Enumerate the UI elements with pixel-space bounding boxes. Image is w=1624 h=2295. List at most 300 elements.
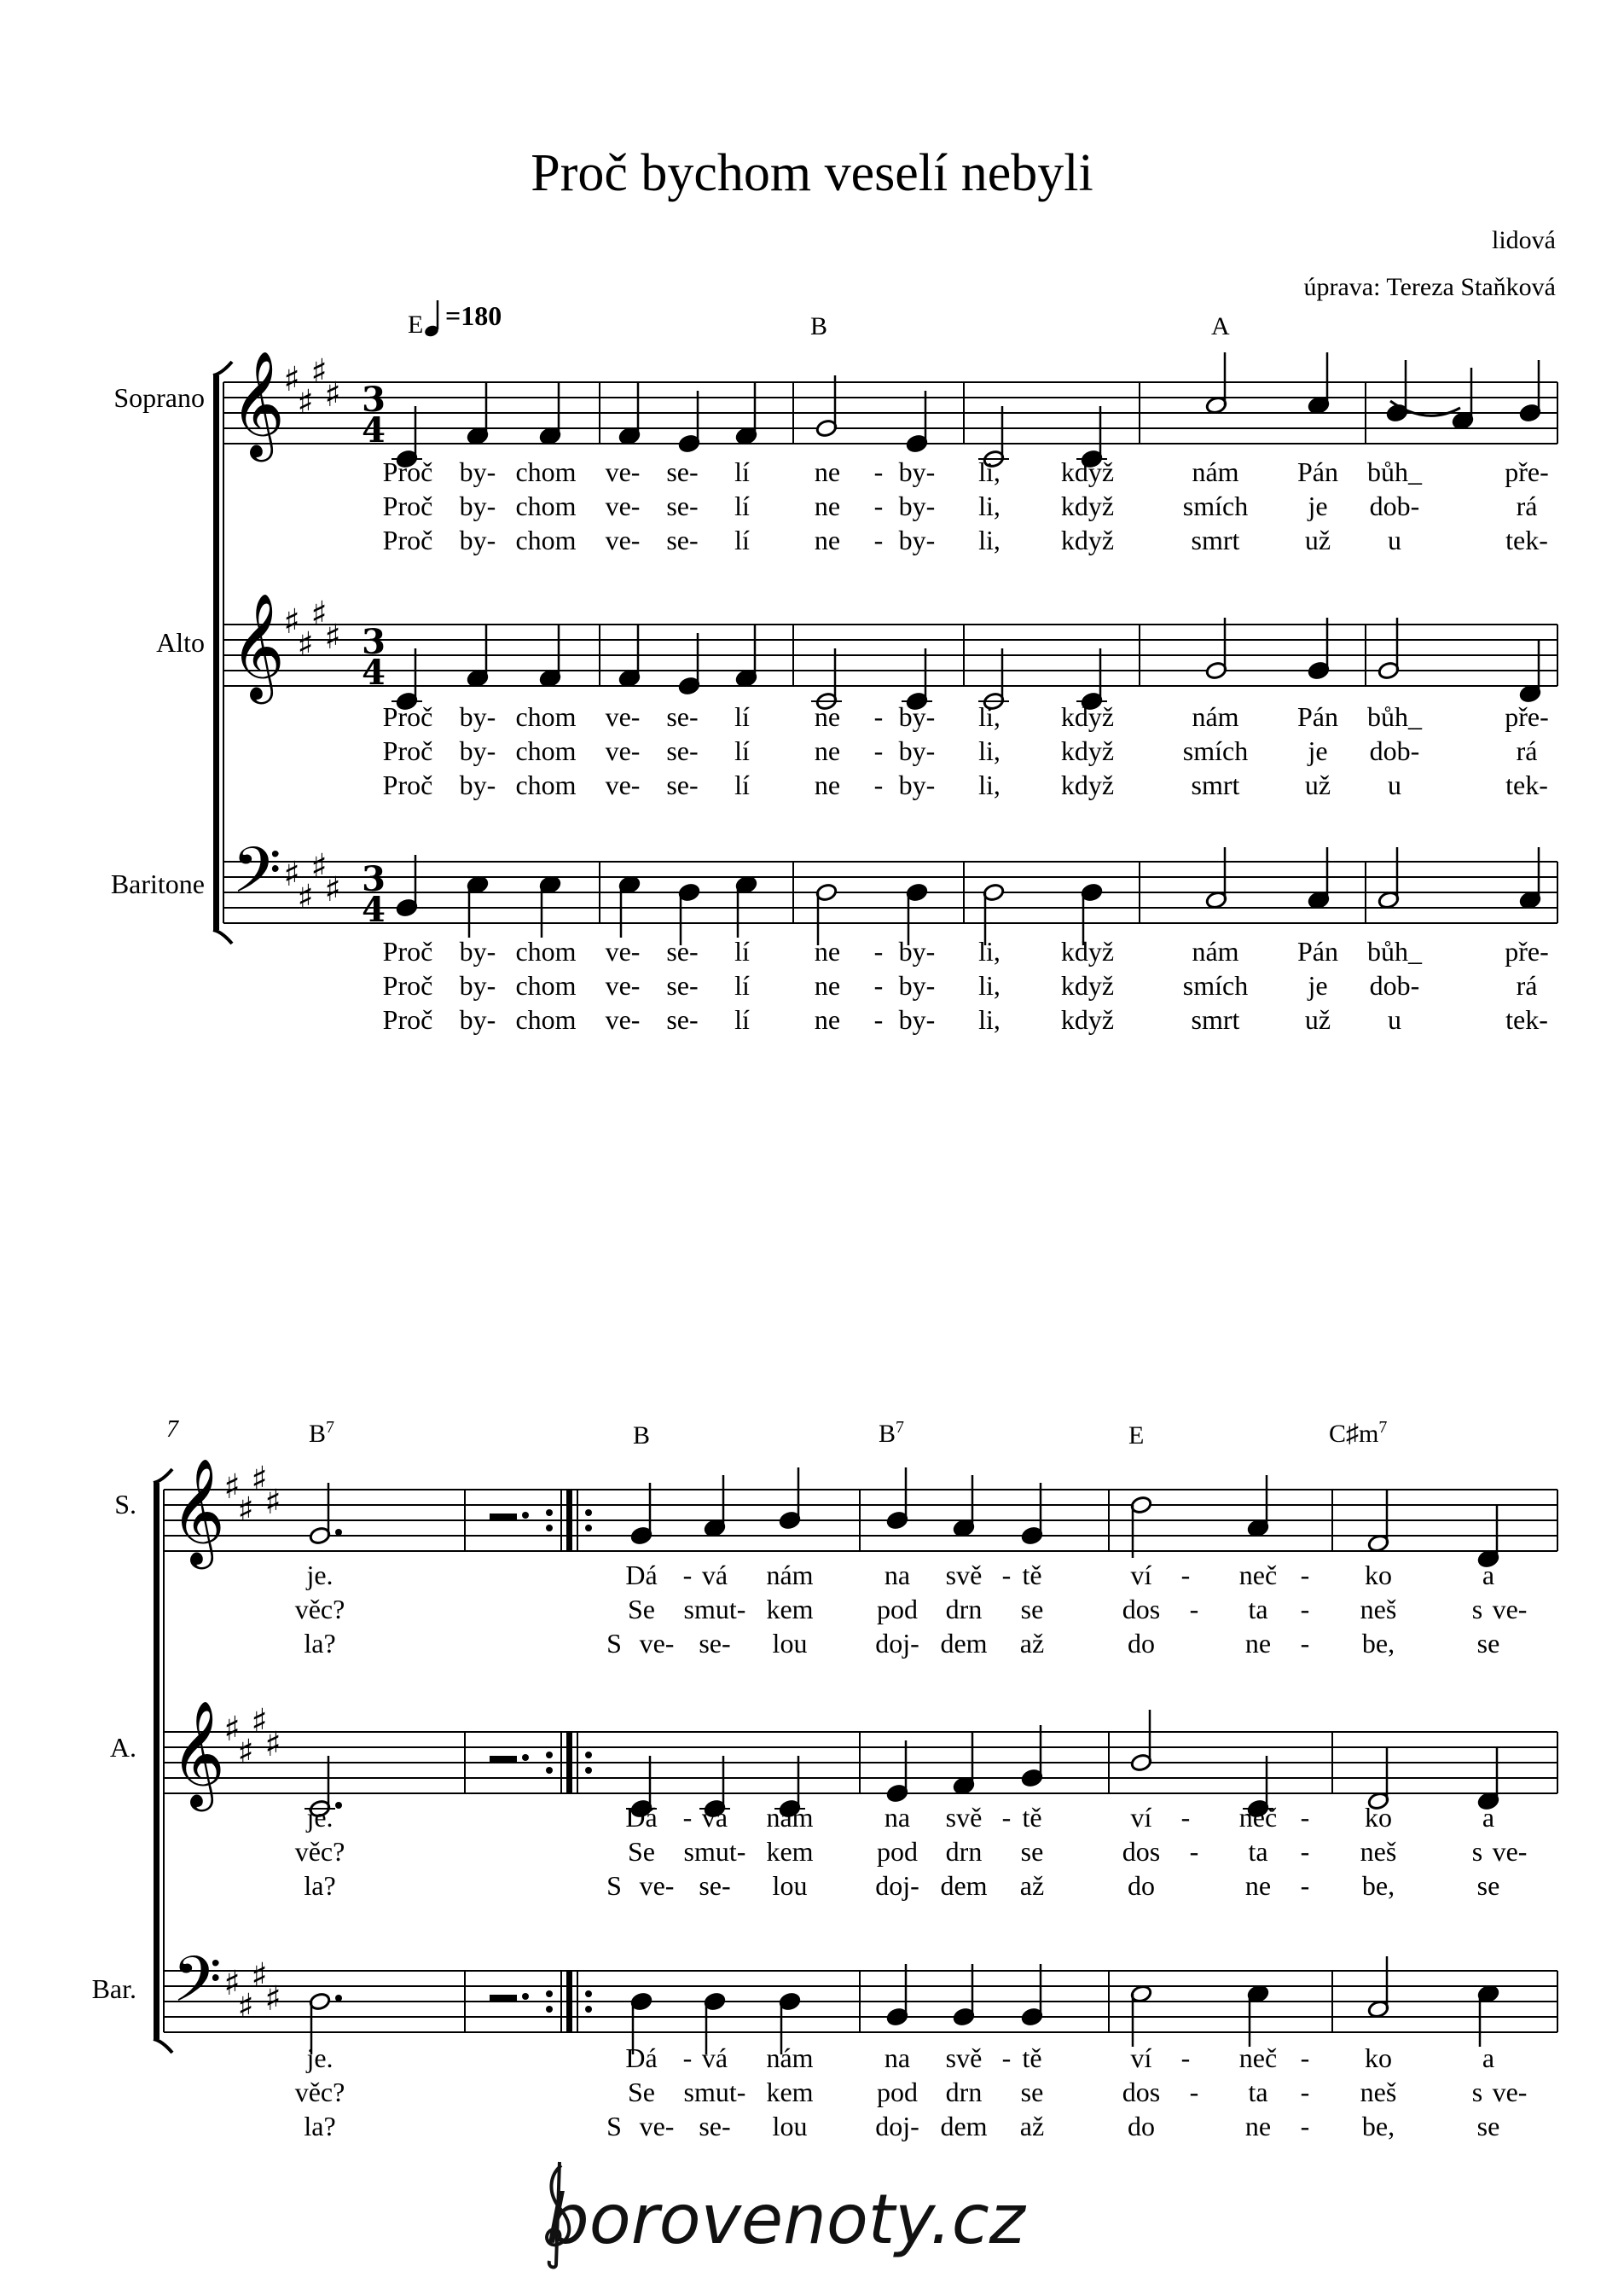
repeat-dot [585,1525,592,1531]
sharp-icon: ♯ [324,375,341,415]
lyric-syllable: chom [515,456,577,487]
dot [522,1512,529,1519]
lyric-syllable: svě [945,2042,983,2073]
lyric-syllable: dem [940,1628,988,1659]
sharp-icon: ♯ [283,855,300,894]
repeat-dot [546,1990,553,1997]
time-signature-numerator: 3 [362,380,386,420]
lyric-syllable: s [1471,2077,1483,2107]
lyric-syllable: chom [515,525,577,555]
lyric-syllable: s [1471,1594,1483,1624]
lyric-syllable: když [1060,770,1115,800]
lyric-syllable: be, [1361,1628,1395,1659]
lyric-syllable: ve- [639,1628,675,1659]
part-name-baritone: Baritone [110,869,205,899]
lyric-syllable: - [1180,1802,1191,1833]
repeat-dot [546,1767,553,1774]
lyric-syllable: by- [898,970,936,1001]
lyric-syllable: pře- [1505,936,1549,967]
lyric-syllable: drn [945,1594,983,1624]
sharp-icon: ♯ [283,602,300,642]
lyric-syllable: když [1060,525,1115,555]
lyric-syllable: - [1189,2077,1199,2107]
lyric-syllable: ve- [605,491,641,521]
composer-credit: lidová [1492,226,1556,254]
repeat-dot [585,1752,592,1758]
repeat-dot [585,1509,592,1516]
lyric-syllable: smrt [1191,1004,1240,1035]
lyric-syllable: bůh_ [1367,936,1422,967]
site-logo: borovenoty.cz [546,2180,1025,2259]
lyric-syllable: až [1019,1870,1045,1901]
lyric-syllable: li, [978,1004,1000,1035]
lyric-syllable: lí [734,701,750,732]
sharp-icon: ♯ [251,1956,268,1996]
sharp-icon: ♯ [264,1483,281,1522]
lyric-syllable: lí [734,970,750,1001]
lyric-syllable: ne [1244,2111,1272,2141]
repeat-dot [585,1990,592,1997]
lyric-syllable: nám [766,1560,814,1590]
sharp-icon: ♯ [237,1987,254,2026]
lyric-syllable: dob- [1369,970,1420,1001]
lyric-syllable: chom [515,770,577,800]
time-signature-denominator: 4 [362,653,386,693]
repeat-dot [546,2006,553,2013]
lyric-syllable: ne [814,1004,841,1035]
lyric-syllable: lou [772,1870,808,1901]
lyric-syllable: když [1060,735,1115,766]
chord-symbol: E [1128,1421,1145,1450]
lyric-syllable: la? [304,1628,336,1659]
lyric-syllable: rá [1516,735,1538,766]
lyric-syllable: lí [734,735,750,766]
arranger-credit: úprava: Tereza Staňková [1303,273,1556,301]
lyric-syllable: ve- [605,525,641,555]
lyric-syllable: - [873,936,884,967]
sharp-icon: ♯ [223,1710,241,1749]
half-rest [490,1756,517,1763]
dot [335,1995,342,2002]
lyric-syllable: - [1300,1560,1310,1590]
measure-number: 7 [166,1416,178,1443]
lyric-syllable: s [1471,1836,1483,1867]
lyric-syllable: věc? [294,1594,345,1624]
sharp-icon: ♯ [297,383,314,422]
lyric-syllable: Proč [382,1004,433,1035]
lyric-syllable: Pán [1297,936,1338,967]
lyric-syllable: Se [628,1594,655,1624]
lyric-syllable: a [1482,1802,1495,1833]
system-bracket [154,1483,160,2039]
lyric-syllable: je [1308,491,1328,521]
bracket-hook [154,2039,172,2053]
lyric-syllable: by- [898,936,936,967]
lyric-syllable: li, [978,936,1000,967]
lyric-syllable: Proč [382,970,433,1001]
lyric-syllable: by- [459,701,496,732]
lyric-syllable: se- [666,491,699,521]
lyric-syllable: ta [1248,1594,1268,1624]
dot [335,1802,342,1809]
lyric-syllable: smích [1182,735,1249,766]
chord-symbol: E [408,311,424,339]
lyric-syllable: - [1001,2042,1012,2073]
sharp-icon: ♯ [297,878,314,917]
lyric-syllable: - [1300,1594,1310,1624]
lyric-syllable: - [1300,1836,1310,1867]
lyric-syllable: nám [766,2042,814,2073]
treble-clef-icon: 𝄞 [230,593,285,700]
lyric-syllable: věc? [294,2077,345,2107]
lyric-syllable: by- [459,770,496,800]
lyric-syllable: Dá [625,1560,658,1590]
chord-symbol: $B^7$ [879,1418,905,1448]
lyric-syllable: be, [1361,1870,1395,1901]
dot [522,1754,529,1761]
lyric-syllable: na [884,1560,911,1590]
lyric-syllable: je [1308,970,1328,1001]
sharp-icon: ♯ [310,847,328,886]
lyric-syllable: se [1020,1836,1044,1867]
lyric-syllable: la? [304,2111,336,2141]
tempo-marking: =180 [445,300,502,331]
bracket-hook [154,1469,172,1483]
lyric-syllable: neč [1238,2042,1278,2073]
lyric-syllable: - [1300,1802,1310,1833]
lyric-syllable: pod [877,1594,918,1624]
lyric-syllable: je. [306,1560,334,1590]
lyric-syllable: rá [1516,970,1538,1001]
lyric-syllable: ne [814,456,841,487]
repeat-dot [585,2006,592,2013]
lyric-syllable: když [1060,491,1115,521]
lyric-syllable: - [1300,2042,1310,2073]
lyric-syllable: když [1060,701,1115,732]
bass-clef-icon: 𝄢 [172,1943,222,2032]
chord-symbol: B [633,1421,651,1450]
lyric-syllable: tek- [1505,1004,1548,1035]
part-name-alto-short: A. [109,1732,136,1763]
lyric-syllable: li, [978,970,1000,1001]
lyric-syllable: - [1300,1628,1310,1659]
lyric-syllable: doj- [875,1870,919,1901]
lyric-syllable: Proč [382,770,433,800]
lyric-syllable: Se [628,1836,655,1867]
lyric-syllable: ve- [1492,1594,1528,1624]
time-signature-denominator: 4 [362,410,386,450]
lyric-syllable: ne [814,970,841,1001]
lyric-syllable: ne [814,936,841,967]
lyric-syllable: lí [734,1004,750,1035]
sharp-icon: ♯ [310,595,328,634]
lyric-syllable: li, [978,491,1000,521]
thick-barline [566,1971,572,2032]
lyric-syllable: li, [978,456,1000,487]
lyric-syllable: u [1388,525,1401,555]
lyric-syllable: lí [734,770,750,800]
part-name-soprano-short: S. [114,1489,136,1519]
lyric-syllable: ví [1130,1802,1152,1833]
sharp-icon: ♯ [223,1467,241,1507]
lyric-syllable: by- [459,936,496,967]
lyric-syllable: - [873,1004,884,1035]
lyric-syllable: tě [1022,2042,1042,2073]
lyric-syllable: drn [945,1836,983,1867]
lyric-syllable: Proč [382,735,433,766]
lyric-syllable: - [1001,1802,1012,1833]
lyric-syllable: chom [515,936,577,967]
lyric-syllable: se- [666,701,699,732]
sharp-icon: ♯ [251,1460,268,1499]
lyric-syllable: ve- [639,1870,675,1901]
lyric-syllable: Pán [1297,701,1338,732]
lyric-syllable: Pán [1297,456,1338,487]
lyric-syllable: Proč [382,525,433,555]
sharp-icon: ♯ [237,1733,254,1772]
time-signature-numerator: 3 [362,859,386,899]
lyric-syllable: - [873,491,884,521]
lyric-syllable: dob- [1369,735,1420,766]
sharp-icon: ♯ [297,625,314,665]
lyric-syllable: lou [772,1628,808,1659]
lyric-syllable: ví [1130,2042,1152,2073]
repeat-dot [546,1752,553,1758]
chord-symbol: B [810,312,828,340]
lyric-syllable: ko [1365,1560,1392,1590]
lyric-syllable: by- [898,491,936,521]
lyric-syllable: se [1020,2077,1044,2107]
lyric-syllable: Proč [382,936,433,967]
lyric-syllable: a [1482,1560,1495,1590]
lyric-syllable: ve- [605,936,641,967]
lyric-syllable: se- [699,1870,731,1901]
lyric-syllable: se [1020,1594,1044,1624]
lyric-syllable: by- [459,1004,496,1035]
lyric-syllable: svě [945,1560,983,1590]
lyric-syllable: ta [1248,1836,1268,1867]
lyric-syllable: u [1388,1004,1401,1035]
lyric-syllable: S [606,1628,622,1659]
lyric-syllable: se [1476,1870,1500,1901]
lyric-syllable: ve- [605,970,641,1001]
lyric-syllable: smut- [683,2077,746,2107]
lyric-syllable: dos [1122,2077,1161,2107]
lyric-syllable: už [1304,1004,1331,1035]
lyric-syllable: dob- [1369,491,1420,521]
lyric-syllable: Proč [382,456,433,487]
lyric-syllable: ne [814,491,841,521]
sharp-icon: ♯ [264,1725,281,1764]
lyric-syllable: - [873,701,884,732]
lyric-syllable: ta [1248,2077,1268,2107]
time-signature-numerator: 3 [362,622,386,662]
system-bracket [213,375,219,930]
lyric-syllable: kem [766,1836,814,1867]
lyric-syllable: Proč [382,701,433,732]
thick-barline [566,1732,572,1793]
sharp-icon: ♯ [223,1964,241,2003]
lyric-syllable: je. [306,2042,334,2073]
lyric-syllable: se- [699,1628,731,1659]
part-name-alto: Alto [156,627,205,658]
lyric-syllable: ne [814,735,841,766]
lyric-syllable: doj- [875,2111,919,2141]
lyric-syllable: - [1180,2042,1191,2073]
lyric-syllable: be, [1361,2111,1395,2141]
lyric-syllable: ve- [1492,2077,1528,2107]
lyric-syllable: pod [877,2077,918,2107]
sharp-icon: ♯ [251,1702,268,1741]
treble-clef-icon: 𝄞 [171,1700,225,1807]
lyric-syllable: ne [814,770,841,800]
chord-symbol: $B^7$ [309,1418,335,1448]
bracket-hook [213,930,232,944]
lyric-syllable: by- [459,735,496,766]
lyric-syllable: kem [766,1594,814,1624]
page-title: Proč bychom veselí nebyli [531,144,1093,202]
lyric-syllable: ko [1365,2042,1392,2073]
lyric-syllable: li, [978,735,1000,766]
lyric-syllable: vá [701,2042,728,2073]
lyric-syllable: tě [1022,1802,1042,1833]
lyric-syllable: až [1019,2111,1045,2141]
lyric-syllable: - [682,2042,693,2073]
lyric-syllable: dos [1122,1594,1161,1624]
lyric-syllable: se- [666,1004,699,1035]
lyric-syllable: Proč [382,491,433,521]
lyric-syllable: se- [699,2111,731,2141]
lyric-syllable: ve- [605,701,641,732]
time-signature-denominator: 4 [362,890,386,930]
lyric-syllable: - [1300,2111,1310,2141]
lyric-syllable: ne [814,701,841,732]
lyric-syllable: ne [1244,1870,1272,1901]
lyric-syllable: nám [1192,936,1239,967]
treble-clef-icon: 𝄞 [230,351,285,457]
lyric-syllable: chom [515,491,577,521]
bass-clef-icon: 𝄢 [232,834,281,923]
lyric-syllable: ve- [639,2111,675,2141]
lyric-syllable: chom [515,970,577,1001]
lyric-syllable: se- [666,970,699,1001]
lyric-syllable: se- [666,770,699,800]
lyric-syllable: by- [898,456,936,487]
lyric-syllable: na [884,2042,911,2073]
lyric-syllable: vá [701,1802,728,1833]
thick-barline [566,1490,572,1551]
lyric-syllable: pře- [1505,456,1549,487]
lyric-syllable: pod [877,1836,918,1867]
lyric-syllable: neč [1238,1560,1278,1590]
lyric-syllable: už [1304,770,1331,800]
lyric-syllable: smrt [1191,770,1240,800]
lyric-syllable: - [1300,2077,1310,2107]
lyric-syllable: by- [898,701,936,732]
lyric-syllable: by- [459,970,496,1001]
repeat-dot [546,1509,553,1516]
lyric-syllable: bůh_ [1367,456,1422,487]
lyric-syllable: ví [1130,1560,1152,1590]
lyric-syllable: ne [1244,1628,1272,1659]
lyric-syllable: dem [940,2111,988,2141]
lyric-syllable: li, [978,770,1000,800]
lyric-syllable: do [1128,2111,1155,2141]
lyric-syllable: je. [306,1802,334,1833]
lyric-syllable: neč [1238,1802,1278,1833]
lyric-syllable: li, [978,525,1000,555]
lyric-syllable: ve- [605,1004,641,1035]
lyric-syllable: by- [898,770,936,800]
repeat-dot [585,1767,592,1774]
lyric-syllable: už [1304,525,1331,555]
lyric-syllable: když [1060,1004,1115,1035]
lyric-syllable: ne [814,525,841,555]
lyric-syllable: lí [734,456,750,487]
lyric-syllable: ve- [605,456,641,487]
lyric-syllable: ko [1365,1802,1392,1833]
lyric-syllable: by- [898,1004,936,1035]
lyric-syllable: nám [1192,701,1239,732]
lyric-syllable: když [1060,936,1115,967]
lyric-syllable: neš [1360,1836,1397,1867]
lyric-syllable: drn [945,2077,983,2107]
lyric-syllable: - [1189,1594,1199,1624]
lyric-syllable: až [1019,1628,1045,1659]
lyric-syllable: věc? [294,1836,345,1867]
lyric-syllable: dem [940,1870,988,1901]
sharp-icon: ♯ [237,1490,254,1530]
part-name-baritone-short: Bar. [91,1973,136,2004]
bracket-hook [213,362,232,375]
lyric-syllable: by- [459,525,496,555]
lyric-syllable: chom [515,1004,577,1035]
chord-symbol: A [1211,312,1230,340]
lyric-syllable: se [1476,1628,1500,1659]
sharp-icon: ♯ [283,360,300,399]
half-rest [490,1995,517,2002]
lyric-syllable: se [1476,2111,1500,2141]
lyric-syllable: - [682,1560,693,1590]
lyric-syllable: smrt [1191,525,1240,555]
lyric-syllable: smích [1182,970,1249,1001]
lyric-syllable: lí [734,491,750,521]
dot [335,1529,342,1536]
lyric-syllable: a [1482,2042,1495,2073]
lyric-syllable: Dá [625,2042,658,2073]
lyric-syllable: - [873,770,884,800]
lyric-syllable: smut- [683,1836,746,1867]
lyric-syllable: tek- [1505,525,1548,555]
lyric-syllable: - [873,970,884,1001]
lyric-syllable: se- [666,735,699,766]
lyric-syllable: li, [978,701,1000,732]
lyric-syllable: - [873,735,884,766]
lyric-syllable: na [884,1802,911,1833]
lyric-syllable: - [873,456,884,487]
lyric-syllable: ve- [605,735,641,766]
part-name-soprano: Soprano [113,382,205,413]
lyric-syllable: vá [701,1560,728,1590]
lyric-syllable: - [1189,1836,1199,1867]
sharp-icon: ♯ [324,618,341,657]
lyric-syllable: tek- [1505,770,1548,800]
lyric-syllable: se- [666,525,699,555]
lyric-syllable: S [606,2111,622,2141]
lyric-syllable: chom [515,701,577,732]
lyric-syllable: lou [772,2111,808,2141]
lyric-syllable: dos [1122,1836,1161,1867]
